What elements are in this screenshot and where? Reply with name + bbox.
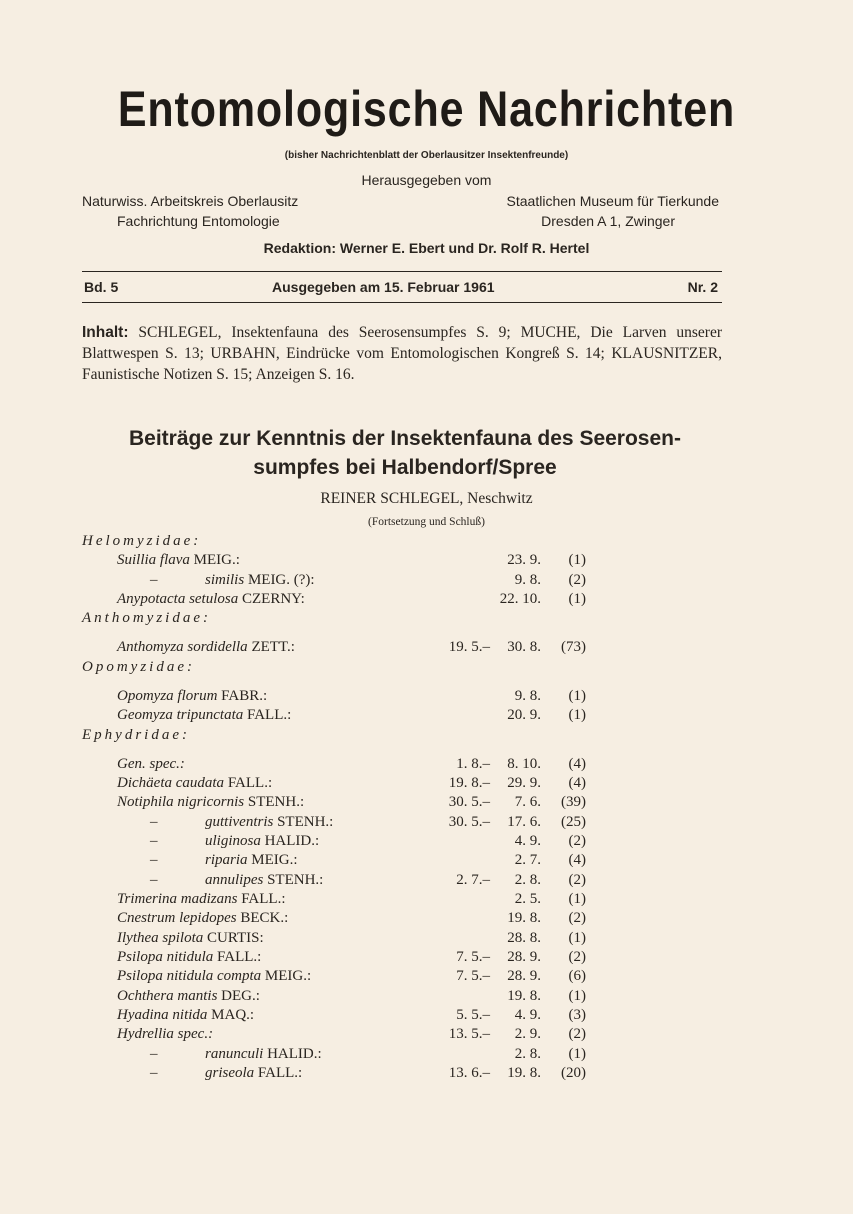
record-count: (1) [568,890,586,907]
species-name: similis [205,571,248,588]
date-from: 13. 5.– [448,1026,490,1043]
continuation-note: (Fortsetzung und Schluß) [368,516,485,528]
species-author: MEIG.: [193,552,240,569]
publisher-right-line2: Dresden A 1, Zwinger [541,213,675,229]
species-name: Gen. spec.: [117,755,185,772]
date-from: 19. 5.– [448,639,490,656]
date-from: 7. 5.– [456,949,490,966]
date-to: 29. 9. [507,774,541,791]
record-count: (1) [568,707,586,724]
issue-date: Ausgegeben am 15. Februar 1961 [272,279,495,295]
species-row [0,872,853,892]
record-count: (2) [568,871,586,888]
bottom-rule [82,302,722,303]
dash-mark: – [150,871,158,888]
species-author: CURTIS: [207,929,264,946]
species-row [0,639,853,659]
date-to: 28. 9. [507,968,541,985]
species-row [0,591,853,611]
species-name: Trimerina madizans [117,890,242,907]
species-name: Hydrellia spec.: [117,1026,214,1043]
date-to: 9. 8. [514,687,541,704]
family-heading [0,533,853,553]
date-to: 8. 10. [507,755,541,772]
former-title: (bisher Nachrichtenblatt der Oberlausitzer Insektenfreunde) [284,150,569,161]
dash-mark: – [150,852,158,869]
species-name: riparia [205,852,252,869]
date-to: 2. 8. [514,871,541,888]
species-name: annulipes [205,871,268,888]
dash-mark: – [150,1065,158,1082]
record-count: (39) [561,794,586,811]
record-count: (2) [568,571,586,588]
date-to: 28. 9. [507,949,541,966]
species-name: uliginosa [205,832,265,849]
record-count: (73) [561,639,586,656]
species-row [0,814,853,834]
record-count: (4) [568,852,586,869]
species-name: Ilythea spilota [117,929,207,946]
editors: Redaktion: Werner E. Ebert und Dr. Rolf R. Hertel [263,240,590,256]
species-row [0,775,853,795]
species-name: Psilopa nitidula compta [117,968,265,985]
species-name: Suillia flava [117,552,194,569]
date-from: 19. 8.– [448,774,490,791]
date-to: 2. 5. [514,890,541,907]
dash-mark: – [150,832,158,849]
species-author: MEIG.: [251,852,298,869]
species-author: BECK.: [240,910,289,927]
dash-mark: – [150,1045,158,1062]
record-count: (2) [568,910,586,927]
record-count: (25) [561,813,586,830]
date-to: 23. 9. [507,552,541,569]
species-author: FALL.: [217,949,262,966]
species-author: MAQ.: [211,1007,255,1024]
record-count: (20) [561,1065,586,1082]
publisher-right-line1: Staatlichen Museum für Tierkunde [506,193,719,209]
species-row [0,988,853,1008]
publisher-left-line1: Naturwiss. Arbeitskreis Oberlausitz [82,193,299,209]
species-author: STENH.: [267,871,324,888]
date-to: 22. 10. [499,591,541,608]
date-from: 1. 8.– [456,755,490,772]
date-to: 2. 8. [514,1045,541,1062]
species-row [0,852,853,872]
family-name: Ephydridae: [82,726,190,743]
family-name: Helomyzidae: [82,533,202,549]
date-to: 19. 8. [507,910,541,927]
species-name: Notiphila nigricornis [117,794,248,811]
species-author: STENH.: [247,794,305,811]
species-author: FALL.: [257,1065,303,1082]
record-count: (2) [568,949,586,966]
species-author: MEIG. (?): [247,571,315,588]
date-to: 9. 8. [514,571,541,588]
contents-text: SCHLEGEL, Insektenfauna des Seerosensumpfes S. 9; MUCHE, Die Larven unserer Blattwespen S. 13; URBAHN, Eindrücke vom Entomologischen Kongreß S. 14; KLAUSNITZER, Faunistische Notizen S. 15; Anzeigen S. 16. [82,324,722,383]
species-row [0,891,853,911]
species-author: CZERNY: [241,591,305,608]
species-name: griseola [205,1065,258,1082]
species-author: FALL.: [246,707,292,724]
record-count: (4) [568,755,586,772]
species-row [0,968,853,988]
date-to: 30. 8. [507,639,541,656]
species-row [0,707,853,727]
record-count: (2) [568,1026,586,1043]
record-count: (1) [568,987,586,1004]
species-name: Ochthera mantis [117,987,222,1004]
date-to: 7. 6. [514,794,541,811]
date-to: 17. 6. [507,813,541,830]
species-name: Anypotacta setulosa [117,591,242,608]
publisher-left-line2: Fachrichtung Entomologie [117,213,280,229]
species-author: FALL.: [241,890,286,907]
species-name: Psilopa nitidula [117,949,218,966]
species-row [0,930,853,950]
species-name: Anthomyza sordidella [117,639,252,656]
species-row [0,572,853,592]
issue-number: Nr. 2 [687,279,718,295]
date-to: 28. 8. [507,929,541,946]
record-count: (4) [568,774,586,791]
species-name: Opomyza florum [117,687,222,704]
species-name: Dichäeta caudata [117,774,228,791]
date-to: 19. 8. [507,1065,541,1082]
species-row [0,552,853,572]
record-count: (1) [568,552,586,569]
family-name: Opomyzidae: [82,658,195,675]
date-from: 13. 6.– [448,1065,490,1082]
species-author: HALID.: [267,1045,322,1062]
article-title-line1: Beiträge zur Kenntnis der Insektenfauna des Seerosen- [129,427,681,450]
record-count: (1) [568,591,586,608]
species-row [0,910,853,930]
dash-mark: – [150,813,158,830]
date-from: 30. 5.– [448,794,490,811]
species-author: FALL.: [227,774,273,791]
species-author: DEG.: [221,987,260,1004]
article-title [80,424,730,482]
article-title-line2: sumpfes bei Halbendorf/Spree [253,456,557,479]
dash-mark: – [150,571,158,588]
species-author: ZETT.: [251,639,295,656]
family-name: Anthomyzidae: [82,610,211,627]
date-to: 4. 9. [514,1007,541,1024]
family-heading [0,659,853,679]
species-author: FABR.: [221,687,268,704]
record-count: (1) [568,1045,586,1062]
species-row [0,756,853,776]
date-from: 7. 5.– [456,968,490,985]
species-author: STENH.: [277,813,334,830]
date-to: 2. 7. [514,852,541,869]
species-row [0,688,853,708]
date-from: 2. 7.– [456,871,490,888]
contents-label: Inhalt: [82,324,129,341]
journal-title: Entomologische Nachrichten [117,81,736,137]
species-author: HALID.: [264,832,320,849]
species-author: MEIG.: [264,968,312,985]
date-from: 30. 5.– [448,813,490,830]
species-name: Hyadina nitida [117,1007,212,1024]
species-row [0,794,853,814]
date-to: 20. 9. [507,707,541,724]
record-count: (6) [568,968,586,985]
record-count: (1) [568,929,586,946]
date-to: 2. 9. [514,1026,541,1043]
date-to: 4. 9. [514,832,541,849]
article-author: REINER SCHLEGEL, Neschwitz [320,490,533,507]
record-count: (1) [568,687,586,704]
volume: Bd. 5 [84,279,119,295]
publisher-label: Herausgegeben vom [361,172,492,188]
species-name: Cnestrum lepidopes [117,910,241,927]
species-name: ranunculi [205,1045,268,1062]
species-row [0,1065,853,1085]
date-to: 19. 8. [507,987,541,1004]
family-heading [0,610,853,630]
family-heading [0,727,853,747]
species-row [0,949,853,969]
species-name: guttiventris [205,813,278,830]
record-count: (2) [568,832,586,849]
species-name: Geomyza tripunctata [117,707,247,724]
date-from: 5. 5.– [456,1007,490,1024]
species-row [0,1026,853,1046]
species-row [0,1007,853,1027]
record-count: (3) [568,1007,586,1024]
top-rule [82,271,722,272]
table-of-contents [82,322,722,385]
species-row [0,833,853,853]
species-row [0,1046,853,1066]
